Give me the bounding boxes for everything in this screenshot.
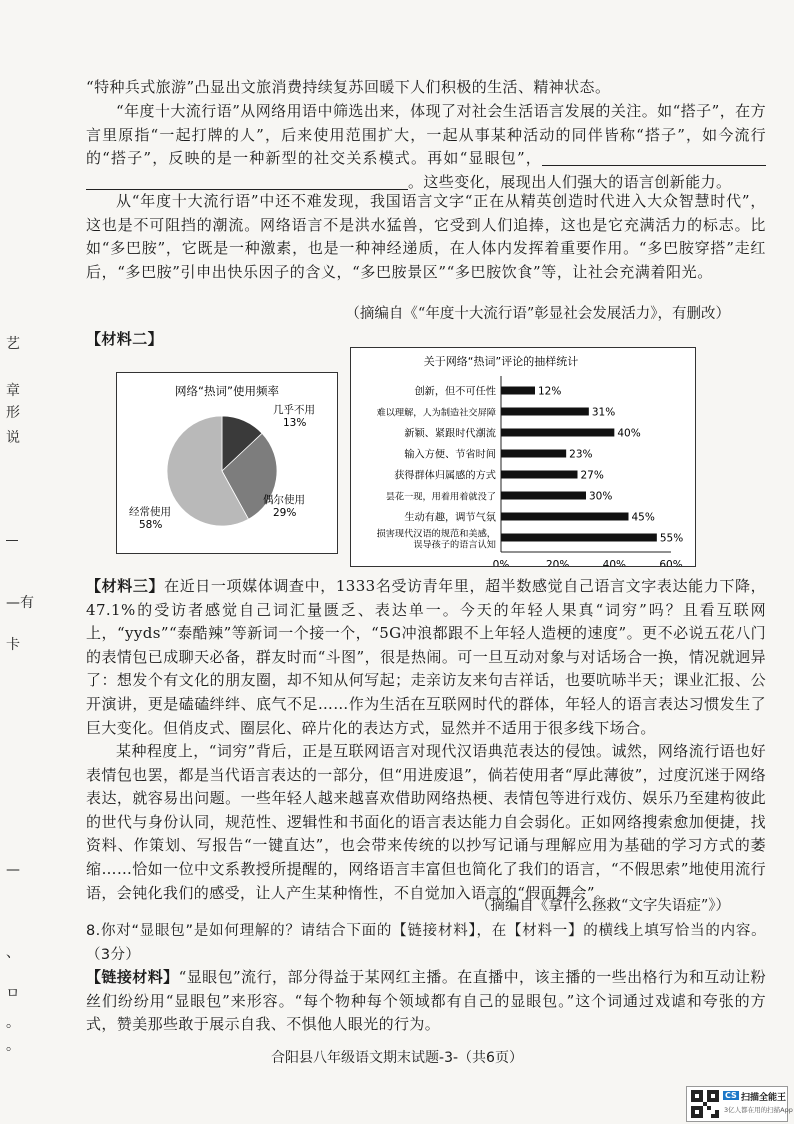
bar-x-tick-2: 20% xyxy=(545,559,570,566)
material1-paragraph-2-end: 。这些变化，展现出人们强大的语言创新能力。 xyxy=(408,172,732,191)
page-footer: 合阳县八年级语文期末试题-3-（共6页） xyxy=(271,1050,523,1066)
margin-note-1: 艺 xyxy=(6,336,20,352)
bar-category-label-1: 创新，但不可任性 xyxy=(414,386,496,398)
pie-label-value-2: 29% xyxy=(273,507,297,519)
bar-category-label-3: 新颖、紧跟时代潮流 xyxy=(404,428,496,440)
answer-blank-line-2[interactable] xyxy=(86,173,408,190)
material3-paragraph-1-text: 在近日一项媒体调查中，1333名受访青年里，超半数感觉自己语言文字表达能力下降，47.1%的受访者感觉自己词汇量匮乏、表达单一。今天的年轻人果真“词穷”吗？且看互联网上，“yyds”“泰酷辣”等新词一个接一个，“5G冲浪都跟不上年轻人造梗的速度”。更不必说五花八门的表情包已成聊天必备，群友时而“斗图”，很是热闹。可一旦互动对象与对话场合一换，情况就迥异了：想发个有文化的朋友圈，却不知从何写起；走亲访友来句吉祥话，也要吭哧半天；课业汇报、公开演讲，更是磕磕绊绊、底气不足……作为生活在互联网时代的群体，年轻人的语言表达习惯发生了巨大变化。但俏皮式、圈层化、碎片化的表达方式，显然并不适用于很多线下场合。 xyxy=(86,577,766,737)
scanner-watermark xyxy=(686,1086,793,1122)
pie-label-category-3: 经常使用 xyxy=(129,506,171,518)
margin-note-9: ㅁ xyxy=(6,986,20,1002)
margin-dash-1 xyxy=(6,540,18,541)
bar-3 xyxy=(501,429,614,437)
bar-6 xyxy=(501,492,586,500)
link-material-label: 【链接材料】 xyxy=(86,968,179,986)
material3-paragraph-1 xyxy=(86,575,766,740)
bar-category-label-8-line-1: 损害现代汉语的规范和美感， xyxy=(376,528,496,540)
bar-category-label-8-line-2: 误导孩子的语言认知 xyxy=(413,539,496,551)
material3-label: 【材料三】 xyxy=(86,577,165,595)
margin-note-4: 说 xyxy=(6,430,20,446)
margin-note-2: 章 xyxy=(6,383,20,399)
margin-note-3: 形 xyxy=(6,405,20,421)
scanner-title: 扫描全能王 xyxy=(741,1093,787,1103)
bar-x-tick-4: 60% xyxy=(659,559,683,566)
scanner-badge: CS xyxy=(725,1091,737,1100)
bar-x-tick-1: 0% xyxy=(492,559,510,566)
pie-label-value-3: 58% xyxy=(139,519,163,531)
bar-value-label-1: 12% xyxy=(538,385,562,398)
pie-label-category-2: 偶尔使用 xyxy=(263,494,305,506)
bar-8 xyxy=(501,534,657,542)
bar-1 xyxy=(501,387,535,395)
bar-category-label-7: 生动有趣，调节气氛 xyxy=(404,512,496,524)
material1-paragraph-3: 从“年度十大流行语”中还不难发现，我国语言文字“正在从精英创造时代进入大众智慧时代”，这也是不可阻挡的潮流。网络语言不是洪水猛兽，它受到人们追捧，这也是它充满活力的标志。比如“多巴胺”，它既是一种激素，也是一种神经递质，在人体内发挥着重要作用。“多巴胺穿搭”走红后，“多巴胺”引申出快乐因子的含义，“多巴胺景区”“多巴胺饮食”等，让社会充满着阳光。 xyxy=(86,192,766,281)
scanner-subtitle: 3亿人都在用的扫描App xyxy=(724,1106,793,1114)
pie-chart xyxy=(117,373,337,553)
material1-source: （摘编自《“年度十大流行语”彰显社会发展活力》，有删改） xyxy=(345,306,730,322)
bar-chart-frame xyxy=(350,347,696,567)
bar-category-label-5: 获得群体归属感的方式 xyxy=(394,470,496,482)
question-8: 8.你对“显眼包”是如何理解的？请结合下面的【链接材料】，在【材料一】的横线上填写恰当的内容。（3分） xyxy=(86,923,766,963)
bar-4 xyxy=(501,450,566,458)
bar-value-label-2: 31% xyxy=(591,406,616,419)
material2-label: 【材料二】 xyxy=(86,330,164,348)
bar-category-label-6: 昙花一现，用着用着就没了 xyxy=(385,491,496,503)
pie-label-value-1: 13% xyxy=(283,417,307,429)
bar-value-label-6: 30% xyxy=(589,490,613,503)
margin-note-10: 。 xyxy=(6,1015,20,1031)
material3-paragraph-2: 某种程度上，“词穷”背后，正是互联网语言对现代汉语典范表达的侵蚀。诚然，网络流行语也好表情包也罢，都是当代语言表达的一部分，但“用进废退”，倘若使用者“厚此薄彼”，过度沉迷于网络表达，就容易出问题。一些年轻人越来越喜欢借助网络热梗、表情包等进行戏仿、娱乐乃至建构彼此的世代与身份认同，规范性、逻辑性和书面化的语言表达能力自会弱化。正如网络搜索愈加便捷，找资料、作策划、写报告“一键直达”，也会带来传统的以抄写记诵与理解应用为基础的学习方式的萎缩……恰如一位中文系教授所提醒的，网络语言丰富但也简化了我们的语言，“不假思索”地使用流行语，会钝化我们的感受，让人产生某种惰性，不自觉加入语言的“假面舞会”。 xyxy=(86,742,766,902)
bar-5 xyxy=(501,471,578,479)
qr-code-icon xyxy=(691,1090,719,1118)
bar-chart-title: 关于网络“热词”评论的抽样统计 xyxy=(423,355,579,368)
link-material-paragraph xyxy=(86,966,766,1037)
bar-value-label-7: 45% xyxy=(631,511,655,524)
margin-note-8: 、 xyxy=(6,945,20,961)
material1-intro-paragraph: “特种兵式旅游”凸显出文旅消费持续复苏回暖下人们积极的生活、精神状态。 xyxy=(86,78,611,96)
pie-chart-title: 网络“热词”使用频率 xyxy=(175,384,279,398)
pie-chart-frame xyxy=(116,372,338,554)
bar-category-label-2: 难以理解，人为制造社交屏障 xyxy=(376,407,496,419)
bar-value-label-8: 55% xyxy=(659,532,684,545)
material1-paragraph-2-text: “年度十大流行语”从网络用语中筛选出来，体现了对社会生活语言发展的关注。如“搭子”，在方言里原指“一起打牌的人”，后来使用范围扩大，一起从事某种活动的同伴皆称“搭子”，如今流行的“搭子”，反映的是一种新型的社交关系模式。再如“显眼包”， xyxy=(86,102,766,168)
bar-category-label-4: 输入方便、节省时间 xyxy=(404,449,496,461)
bar-value-label-5: 27% xyxy=(580,469,604,482)
bar-7 xyxy=(501,513,629,521)
margin-note-5: —有 xyxy=(6,595,34,611)
pie-label-category-1: 几乎不用 xyxy=(273,404,315,416)
bar-value-label-3: 40% xyxy=(617,427,641,440)
material3-source: （摘编自《拿什么拯救“文字失语症”》） xyxy=(475,898,730,914)
margin-note-6: 卡 xyxy=(6,637,20,653)
bar-x-tick-3: 40% xyxy=(602,559,627,566)
bar-value-label-4: 23% xyxy=(569,448,593,461)
margin-note-7: — xyxy=(6,862,20,878)
bar-chart xyxy=(351,348,695,566)
link-material-text: “显眼包”流行，部分得益于某网红主播。在直播中，该主播的一些出格行为和互动让粉丝们纷纷用“显眼包”来形容。“每个物种每个领域都有自己的显眼包。”这个词通过戏谑和夸张的方式，赞美那些敢于展示自我、不惧他人眼光的行为。 xyxy=(86,968,766,1034)
margin-note-11: 。 xyxy=(6,1038,20,1054)
bar-2 xyxy=(501,408,589,416)
answer-blank-line-1[interactable] xyxy=(542,149,766,166)
material1-paragraph-2 xyxy=(86,100,766,194)
